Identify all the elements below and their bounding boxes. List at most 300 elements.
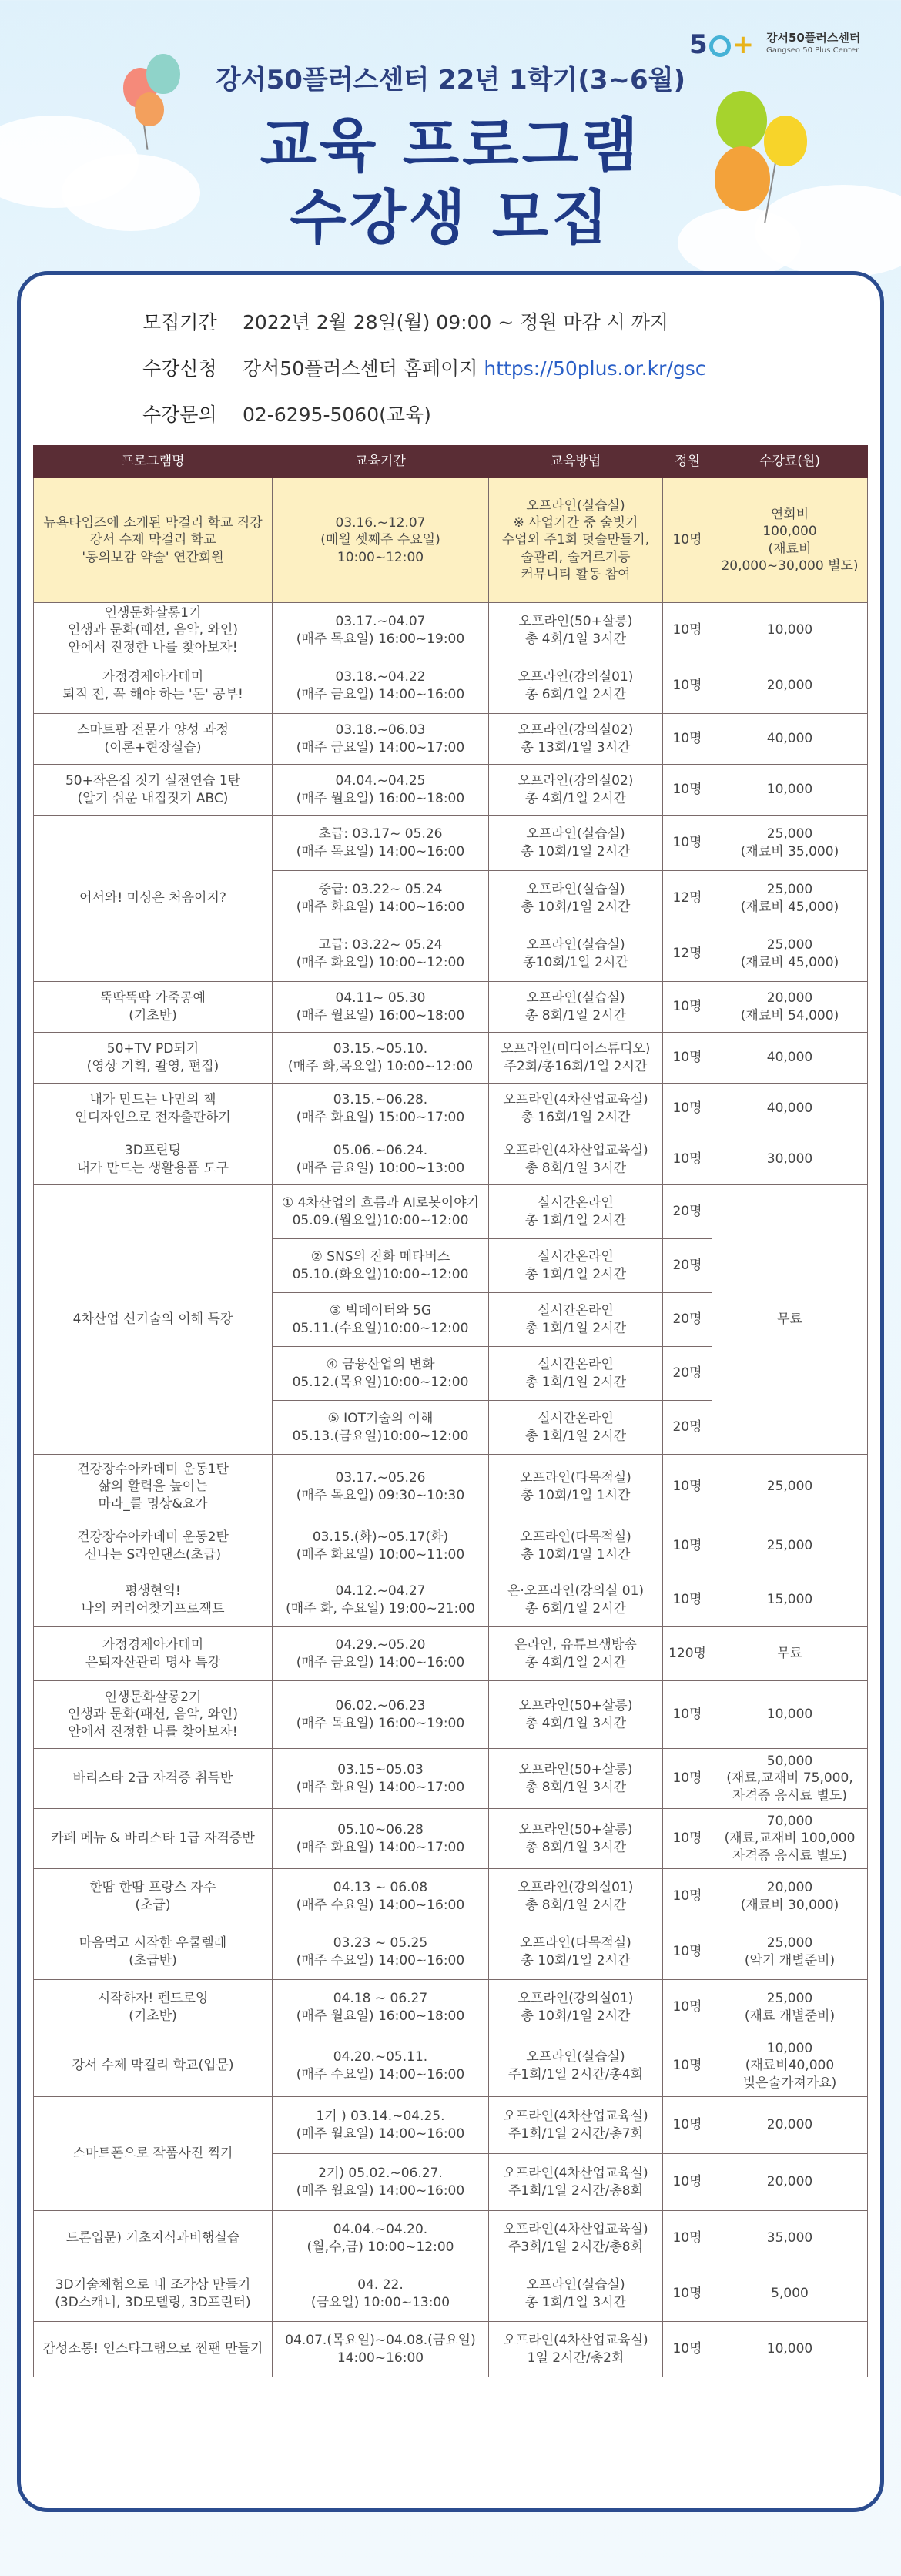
table-row (34, 1924, 868, 1980)
capacity-cell: 10명 (663, 1924, 712, 1980)
method-cell-line: 오프라인(다목적실) (520, 1935, 631, 1951)
method-cell-line: 총 10회/1일 2시간 (521, 899, 631, 915)
period-cell-line: 03.15.~06.28. (333, 1092, 428, 1108)
program-name-cell-line: (기초반) (129, 1007, 177, 1023)
method-cell-line: 총 10회/1일 2시간 (521, 843, 631, 859)
program-name-cell-line: (3D스캐너, 3D모델링, 3D프린터) (55, 2294, 251, 2310)
program-name-cell-line: 가정경제아카데미 (102, 669, 204, 685)
col-header-fee: 수강료(원) (712, 446, 868, 478)
table-row (34, 1519, 868, 1573)
method-cell (489, 1749, 663, 1809)
method-cell-line: 총 8회/1일 3시간 (524, 1160, 627, 1176)
method-cell (489, 658, 663, 714)
method-cell-line: 술관리, 술거르기등 (521, 549, 631, 565)
period-cell-line: (매주 월요일) 16:00~18:00 (296, 1007, 465, 1023)
table-row (34, 1033, 868, 1084)
period-cell (273, 1749, 489, 1809)
capacity-cell: 120명 (663, 1627, 712, 1681)
period-cell (273, 2097, 489, 2154)
fee-cell-line: (재료비40,000 (745, 2058, 835, 2074)
fee-cell-line: (재료비 45,000) (740, 954, 839, 970)
period-cell-line: 04.12.~04.27 (335, 1583, 426, 1600)
fee-cell (712, 658, 868, 714)
method-cell-line: 총 10회/1일 1시간 (521, 1546, 631, 1563)
col-header-capacity: 정원 (663, 446, 712, 478)
method-cell-line: 총 4회/1일 3시간 (524, 1715, 627, 1731)
method-cell-line: 총 4회/1일 2시간 (524, 1654, 627, 1670)
program-name-cell (34, 1980, 273, 2035)
method-cell-line: 커뮤니티 활동 참여 (521, 566, 631, 582)
period-cell (273, 478, 489, 603)
fee-cell (712, 2322, 868, 2377)
fee-cell-line: (재료비 54,000) (740, 1007, 839, 1023)
program-name-cell-line: 은퇴자산관리 명사 특강 (85, 1654, 221, 1670)
period-label: 모집기간 (142, 311, 217, 333)
table-row (34, 714, 868, 765)
fee-cell (712, 2266, 868, 2322)
fee-cell-line: (악기 개별준비) (744, 1952, 836, 1968)
method-cell (489, 765, 663, 816)
method-cell-line: 오프라인(실습실) (526, 2049, 625, 2065)
program-name-cell-line: (초급) (135, 1897, 171, 1913)
fee-cell (712, 1185, 868, 1455)
program-name-cell-line: 3D기술체험으로 내 조각상 만들기 (55, 2277, 251, 2293)
period-cell-line: 03.17.~05.26 (335, 1470, 426, 1486)
method-cell (489, 1084, 663, 1134)
fee-cell-line: (재료,교재비 75,000, (726, 1770, 853, 1787)
period-cell (273, 1033, 489, 1084)
period-cell-line: (매주 월요일) 14:00~16:00 (296, 2125, 465, 2142)
method-cell-line: 오프라인(미디어스튜디오) (501, 1041, 651, 1057)
fee-cell-line: 10,000 (766, 1707, 813, 1723)
period-cell-line: 04.07.(목요일)~04.08.(금요일) (285, 2333, 476, 2349)
page-title-line2: 수강생 모집 (290, 183, 611, 252)
method-cell-line: 총 8회/1일 2시간 (524, 1897, 627, 1913)
apply-url-link[interactable]: https://50plus.or.kr/gsc (484, 357, 706, 380)
program-name-cell-line: (알기 쉬운 내집짓기 ABC) (77, 790, 229, 806)
table-row (34, 478, 868, 603)
program-name-cell (34, 765, 273, 816)
apply-value: 강서50플러스센터 홈페이지 (243, 357, 478, 380)
period-cell-line: ④ 금융산업의 변화 (326, 1357, 435, 1373)
method-cell-line: 총 1회/1일 2시간 (524, 1428, 627, 1444)
program-name-cell (34, 1924, 273, 1980)
table-row (34, 658, 868, 714)
method-cell (489, 816, 663, 871)
method-cell-line: 오프라인(강의실01) (517, 669, 634, 685)
method-cell (489, 1455, 663, 1519)
capacity-cell: 10명 (663, 2266, 712, 2322)
period-cell-line: 04.04.~04.20. (333, 2222, 428, 2238)
method-cell-line: 오프라인(강의실01) (517, 1991, 634, 2007)
method-cell-line: 실시간온라인 (538, 1195, 614, 1211)
period-cell-line: (매주 화요일) 10:00~12:00 (296, 954, 465, 970)
period-cell-line: (매주 화요일) 14:00~16:00 (296, 899, 465, 915)
program-name-cell-line: 스마트폰으로 작품사진 찍기 (72, 2146, 233, 2162)
capacity-cell: 20명 (663, 1293, 712, 1347)
method-cell-line: 오프라인(강의실02) (517, 773, 634, 789)
method-cell (489, 1134, 663, 1185)
period-cell-line: 04.20.~05.11. (333, 2049, 428, 2065)
method-cell-line: 총 13회/1일 3시간 (521, 739, 631, 755)
program-name-cell-line: 인생과 문화(패션, 음악, 와인) (68, 1707, 238, 1723)
fee-cell-line: 30,000 (766, 1151, 813, 1167)
program-name-cell (34, 1519, 273, 1573)
program-name-cell (34, 1809, 273, 1869)
program-name-cell-line: 건강장수아카데미 운동1탄 (77, 1462, 229, 1478)
apply-label: 수강신청 (142, 357, 217, 380)
period-cell-line: ③ 빅데이터와 5G (329, 1303, 432, 1319)
program-name-cell (34, 478, 273, 603)
period-cell-line: 중급: 03.22~ 05.24 (318, 882, 443, 898)
logo-name-ko: 강서50플러스센터 (766, 31, 861, 45)
fee-cell-line: 35,000 (766, 2230, 813, 2246)
period-cell-line: 04.13 ~ 06.08 (333, 1880, 428, 1896)
table-row (34, 1455, 868, 1519)
fee-cell (712, 1681, 868, 1749)
program-name-cell (34, 2211, 273, 2266)
fee-cell (712, 1924, 868, 1980)
period-cell-line: 03.17.~04.07 (335, 614, 426, 630)
period-cell-line: (매주 화, 수요일) 19:00~21:00 (286, 1600, 475, 1616)
method-cell-line: 실시간온라인 (538, 1249, 614, 1265)
table-row (34, 1134, 868, 1185)
program-name-cell (34, 1573, 273, 1627)
program-name-cell-line: (초급반) (129, 1952, 177, 1968)
fee-cell (712, 2211, 868, 2266)
program-name-cell (34, 1084, 273, 1134)
table-row (34, 982, 868, 1033)
period-cell (273, 2035, 489, 2097)
period-cell (273, 2322, 489, 2377)
method-cell-line: 온라인, 유튜브생방송 (514, 1637, 637, 1653)
fee-cell (712, 816, 868, 871)
period-cell-line: 04.04.~04.25 (335, 773, 426, 789)
period-cell (273, 1084, 489, 1134)
method-cell-line: 총 6회/1일 2시간 (524, 1600, 627, 1616)
table-row (34, 1869, 868, 1924)
method-cell (489, 2211, 663, 2266)
program-name-cell-line: (이론+현장실습) (104, 739, 202, 755)
fee-cell-line: 40,000 (766, 731, 813, 747)
method-cell-line: 총 1회/1일 3시간 (524, 2294, 627, 2310)
fee-cell-line: (재료비 35,000) (740, 843, 839, 859)
method-cell (489, 1627, 663, 1681)
method-cell (489, 1239, 663, 1293)
fee-cell (712, 714, 868, 765)
method-cell-line: 총 10회/1일 1시간 (521, 1487, 631, 1503)
period-cell-line: 03.23 ~ 05.25 (333, 1935, 428, 1951)
period-cell-line: 05.10~06.28 (337, 1822, 424, 1838)
fee-cell-line: 40,000 (766, 1100, 813, 1117)
method-cell-line: 주2회/총16회/1일 2시간 (504, 1058, 648, 1074)
program-name-cell-line: 한땀 한땀 프랑스 자수 (89, 1880, 216, 1896)
fee-cell-line: 15,000 (766, 1592, 813, 1608)
capacity-cell: 10명 (663, 1084, 712, 1134)
capacity-cell: 10명 (663, 2035, 712, 2097)
program-name-cell (34, 1134, 273, 1185)
period-cell-line: ② SNS의 진화 메타버스 (310, 1249, 450, 1265)
period-cell-line: 1기 ) 03.14.~04.25. (316, 2109, 445, 2125)
capacity-cell: 10명 (663, 982, 712, 1033)
method-cell (489, 1401, 663, 1455)
period-cell-line: 2기) 05.02.~06.27. (318, 2166, 443, 2182)
program-name-cell-line: 강서 수제 막걸리 학교 (89, 532, 216, 548)
method-cell-line: 오프라인(다목적실) (520, 1470, 631, 1486)
period-cell (273, 603, 489, 658)
program-name-cell (34, 1185, 273, 1455)
capacity-cell: 10명 (663, 1455, 712, 1519)
fee-cell (712, 926, 868, 982)
fee-cell-line: 25,000 (766, 937, 813, 953)
fee-cell-line: (재료비 30,000) (740, 1897, 839, 1913)
program-name-cell-line: 마음먹고 시작한 우쿨렐레 (79, 1935, 227, 1951)
method-cell-line: 주1회/1일 2시간/총4회 (507, 2066, 644, 2082)
fee-cell-line: 25,000 (766, 826, 813, 842)
program-name-cell-line: 뉴욕타임즈에 소개된 막걸리 학교 직강 (43, 515, 263, 531)
table-row (34, 1185, 868, 1239)
program-name-cell (34, 2035, 273, 2097)
program-name-cell-line: 어서와! 미싱은 처음이지? (79, 890, 226, 906)
program-name-cell (34, 714, 273, 765)
program-name-cell-line: 강서 수제 막걸리 학교(입문) (72, 2058, 234, 2074)
capacity-cell: 10명 (663, 2154, 712, 2211)
program-name-cell (34, 816, 273, 982)
fee-cell-line: 자격증 응시료 별도) (732, 1847, 847, 1864)
program-name-cell-line: 안에서 진정한 나를 찾아보자! (68, 1723, 238, 1740)
fee-cell-line: 20,000 (766, 990, 813, 1007)
fee-cell-line: 10,000 (766, 2341, 813, 2357)
fee-cell (712, 982, 868, 1033)
capacity-cell: 10명 (663, 1033, 712, 1084)
method-cell-line: 총 8회/1일 3시간 (524, 1839, 627, 1855)
program-name-cell (34, 603, 273, 658)
fee-cell-line: 무료 (777, 1311, 802, 1328)
fee-cell (712, 1749, 868, 1809)
fee-cell-line: 20,000 (766, 2174, 813, 2190)
method-cell (489, 1681, 663, 1749)
capacity-cell: 10명 (663, 1869, 712, 1924)
program-name-cell (34, 658, 273, 714)
period-cell-line: 03.15.~05.10. (333, 1041, 428, 1057)
period-cell-line: 03.16.~12.07 (335, 515, 426, 531)
period-cell-line: (매주 월요일) 14:00~16:00 (296, 2182, 465, 2199)
method-cell (489, 1347, 663, 1401)
capacity-cell: 10명 (663, 603, 712, 658)
capacity-cell: 10명 (663, 2322, 712, 2377)
method-cell-line: 총 1회/1일 2시간 (524, 1320, 627, 1336)
fee-cell-line: (재료비 (768, 541, 812, 557)
method-cell-line: 총10회/1일 2시간 (523, 954, 628, 970)
fee-cell-line: 70,000 (766, 1814, 813, 1830)
program-name-cell-line: (영상 기획, 촬영, 편집) (86, 1058, 219, 1074)
method-cell (489, 1809, 663, 1869)
fee-cell-line: 무료 (777, 1646, 802, 1662)
fee-cell-line: 100,000 (762, 524, 817, 540)
method-cell (489, 1033, 663, 1084)
fee-cell-line: 50,000 (766, 1754, 813, 1770)
method-cell (489, 1980, 663, 2035)
fee-cell-line: 20,000 (766, 1880, 813, 1896)
program-name-cell (34, 2322, 273, 2377)
method-cell-line: 오프라인(50+살롱) (518, 614, 633, 630)
program-name-cell (34, 1627, 273, 1681)
method-cell (489, 871, 663, 926)
footer-background (0, 2537, 901, 2576)
fee-cell-line: 5,000 (771, 2286, 809, 2302)
period-cell (273, 1347, 489, 1401)
method-cell-line: 오프라인(강의실01) (517, 1880, 634, 1896)
method-cell (489, 926, 663, 982)
program-name-cell-line: 내가 만드는 생활용품 도구 (77, 1160, 229, 1176)
capacity-cell: 10명 (663, 1749, 712, 1809)
period-cell-line: 05.12.(목요일)10:00~12:00 (292, 1374, 469, 1390)
method-cell-line: 총 10회/1일 2시간 (521, 2008, 631, 2024)
program-name-cell-line: 인생과 문화(패션, 음악, 와인) (68, 622, 238, 638)
fee-cell-line: 20,000~30,000 별도) (721, 558, 859, 574)
method-cell-line: 오프라인(실습실) (526, 990, 625, 1007)
period-cell-line: (매주 화요일) 10:00~11:00 (296, 1546, 465, 1563)
program-name-cell-line: 카페 메뉴 & 바리스타 1급 자격증반 (51, 1831, 255, 1847)
capacity-cell: 12명 (663, 871, 712, 926)
period-cell (273, 1809, 489, 1869)
fee-cell-line: 10,000 (766, 622, 813, 638)
method-cell (489, 1185, 663, 1239)
program-name-cell-line: 인생문화살롱2기 (104, 1690, 202, 1706)
table-row (34, 2322, 868, 2377)
period-cell (273, 1681, 489, 1749)
capacity-cell: 10명 (663, 714, 712, 765)
period-cell-line: (매주 목요일) 16:00~19:00 (296, 631, 465, 647)
program-name-cell-line: '동의보감 약술' 연간회원 (82, 549, 224, 565)
fee-cell-line: (재료 개별준비) (744, 2008, 836, 2024)
period-cell-line: (매주 화요일) 14:00~17:00 (296, 1779, 465, 1795)
period-cell-line: 05.11.(수요일)10:00~12:00 (292, 1320, 469, 1336)
period-cell (273, 1134, 489, 1185)
fee-cell (712, 1627, 868, 1681)
method-cell-line: ※ 사업기간 중 술빚기 (513, 515, 638, 531)
fee-cell-line: 25,000 (766, 882, 813, 898)
period-cell-line: (매주 월요일) 16:00~18:00 (296, 2008, 465, 2024)
period-cell-line: 고급: 03.22~ 05.24 (318, 937, 443, 953)
table-row (34, 2035, 868, 2097)
program-name-cell-line: 삶의 활력을 높이는 (98, 1479, 208, 1495)
table-row (34, 1681, 868, 1749)
table-row (34, 765, 868, 816)
program-name-cell-line: 뚝딱뚝딱 가죽공예 (100, 990, 206, 1007)
capacity-cell: 10명 (663, 2097, 712, 2154)
method-cell (489, 2266, 663, 2322)
logo-mark: 5 + (689, 29, 755, 60)
table-row (34, 816, 868, 871)
method-cell (489, 1519, 663, 1573)
method-cell-line: 총 8회/1일 3시간 (524, 1779, 627, 1795)
table-row (34, 1573, 868, 1627)
capacity-cell: 20명 (663, 1185, 712, 1239)
program-name-cell-line: 스마트팜 전문가 양성 과정 (77, 722, 229, 739)
fee-cell (712, 1519, 868, 1573)
period-cell-line: 초급: 03.17~ 05.26 (318, 826, 443, 842)
fee-cell (712, 1084, 868, 1134)
period-cell-line: (매주 화,목요일) 10:00~12:00 (287, 1058, 474, 1074)
period-cell (273, 1573, 489, 1627)
period-cell-line: 06.02.~06.23 (335, 1698, 426, 1714)
program-name-cell (34, 1681, 273, 1749)
capacity-cell: 20명 (663, 1239, 712, 1293)
fee-cell (712, 1869, 868, 1924)
capacity-cell: 10명 (663, 1134, 712, 1185)
page-subtitle: 강서50플러스센터 22년 1학기(3~6월) (215, 65, 686, 95)
fee-cell (712, 871, 868, 926)
fee-cell-line: 연회비 (770, 507, 809, 523)
period-cell-line: (매주 목요일) 16:00~19:00 (296, 1715, 465, 1731)
program-name-cell-line: 신나는 S라인댄스(초급) (84, 1546, 222, 1563)
period-cell-line: (매주 수요일) 14:00~16:00 (296, 2066, 465, 2082)
period-cell-line: (매주 월요일) 16:00~18:00 (296, 790, 465, 806)
method-cell-line: 총 1회/1일 2시간 (524, 1266, 627, 1282)
period-cell (273, 2154, 489, 2211)
fee-cell (712, 1134, 868, 1185)
capacity-cell: 10명 (663, 1573, 712, 1627)
period-cell (273, 1239, 489, 1293)
period-cell (273, 1869, 489, 1924)
method-cell-line: 총 8회/1일 2시간 (524, 1007, 627, 1023)
table-row (34, 1749, 868, 1809)
fee-cell (712, 1455, 868, 1519)
fee-cell-line: 20,000 (766, 678, 813, 694)
program-name-cell-line: 50+작은집 짓기 실전연습 1탄 (65, 773, 241, 789)
method-cell-line: 주1회/1일 2시간/총8회 (507, 2182, 644, 2199)
method-cell-line: 주3회/1일 2시간/총8회 (507, 2239, 644, 2255)
method-cell (489, 478, 663, 603)
program-name-cell-line: 안에서 진정한 나를 찾아보자! (68, 639, 238, 655)
period-cell-line: 03.15.(화)~05.17(화) (312, 1529, 449, 1546)
program-name-cell-line: 퇴직 전, 꼭 해야 하는 '돈' 공부! (62, 686, 243, 702)
period-cell-line: (매주 수요일) 14:00~16:00 (296, 1952, 465, 1968)
method-cell (489, 2097, 663, 2154)
period-cell-line: (금요일) 10:00~13:00 (310, 2294, 450, 2310)
col-header-method: 교육방법 (489, 446, 663, 478)
method-cell-line: 오프라인(50+살롱) (518, 1762, 633, 1778)
period-value: 2022년 2월 28일(월) 09:00 ~ 정원 마감 시 까지 (243, 311, 669, 333)
contact-value: 02-6295-5060(교육) (243, 404, 431, 426)
capacity-cell: 10명 (663, 1809, 712, 1869)
fee-cell-line: 10,000 (766, 2041, 813, 2057)
program-name-cell-line: 건강장수아카데미 운동2탄 (77, 1529, 229, 1546)
method-cell-line: 오프라인(4차산업교육실) (503, 1092, 648, 1108)
table-row (34, 1627, 868, 1681)
program-name-cell-line: 인생문화살롱1기 (104, 605, 202, 621)
period-cell (273, 658, 489, 714)
fee-cell (712, 603, 868, 658)
period-cell (273, 1924, 489, 1980)
capacity-cell: 20명 (663, 1401, 712, 1455)
program-name-cell-line: 드론입문) 기초지식과비행실습 (65, 2230, 240, 2246)
method-cell (489, 1573, 663, 1627)
period-cell-line: ⑤ IOT기술의 이해 (327, 1411, 434, 1427)
program-name-cell-line: 가정경제아카데미 (102, 1637, 204, 1653)
fee-cell-line: 빚은술가져가요) (742, 2075, 837, 2091)
fee-cell-line: 25,000 (766, 1935, 813, 1951)
period-cell-line: (매주 수요일) 14:00~16:00 (296, 1897, 465, 1913)
period-cell-line: (월,수,금) 10:00~12:00 (306, 2239, 454, 2255)
program-name-cell-line: 평생현역! (125, 1583, 181, 1600)
program-name-cell (34, 1033, 273, 1084)
program-name-cell-line: 마라_클 명상&요가 (98, 1496, 208, 1512)
method-cell-line: 오프라인(50+살롱) (518, 1698, 633, 1714)
fee-cell-line: (재료,교재비 100,000 (724, 1831, 856, 1847)
fee-cell (712, 1980, 868, 2035)
